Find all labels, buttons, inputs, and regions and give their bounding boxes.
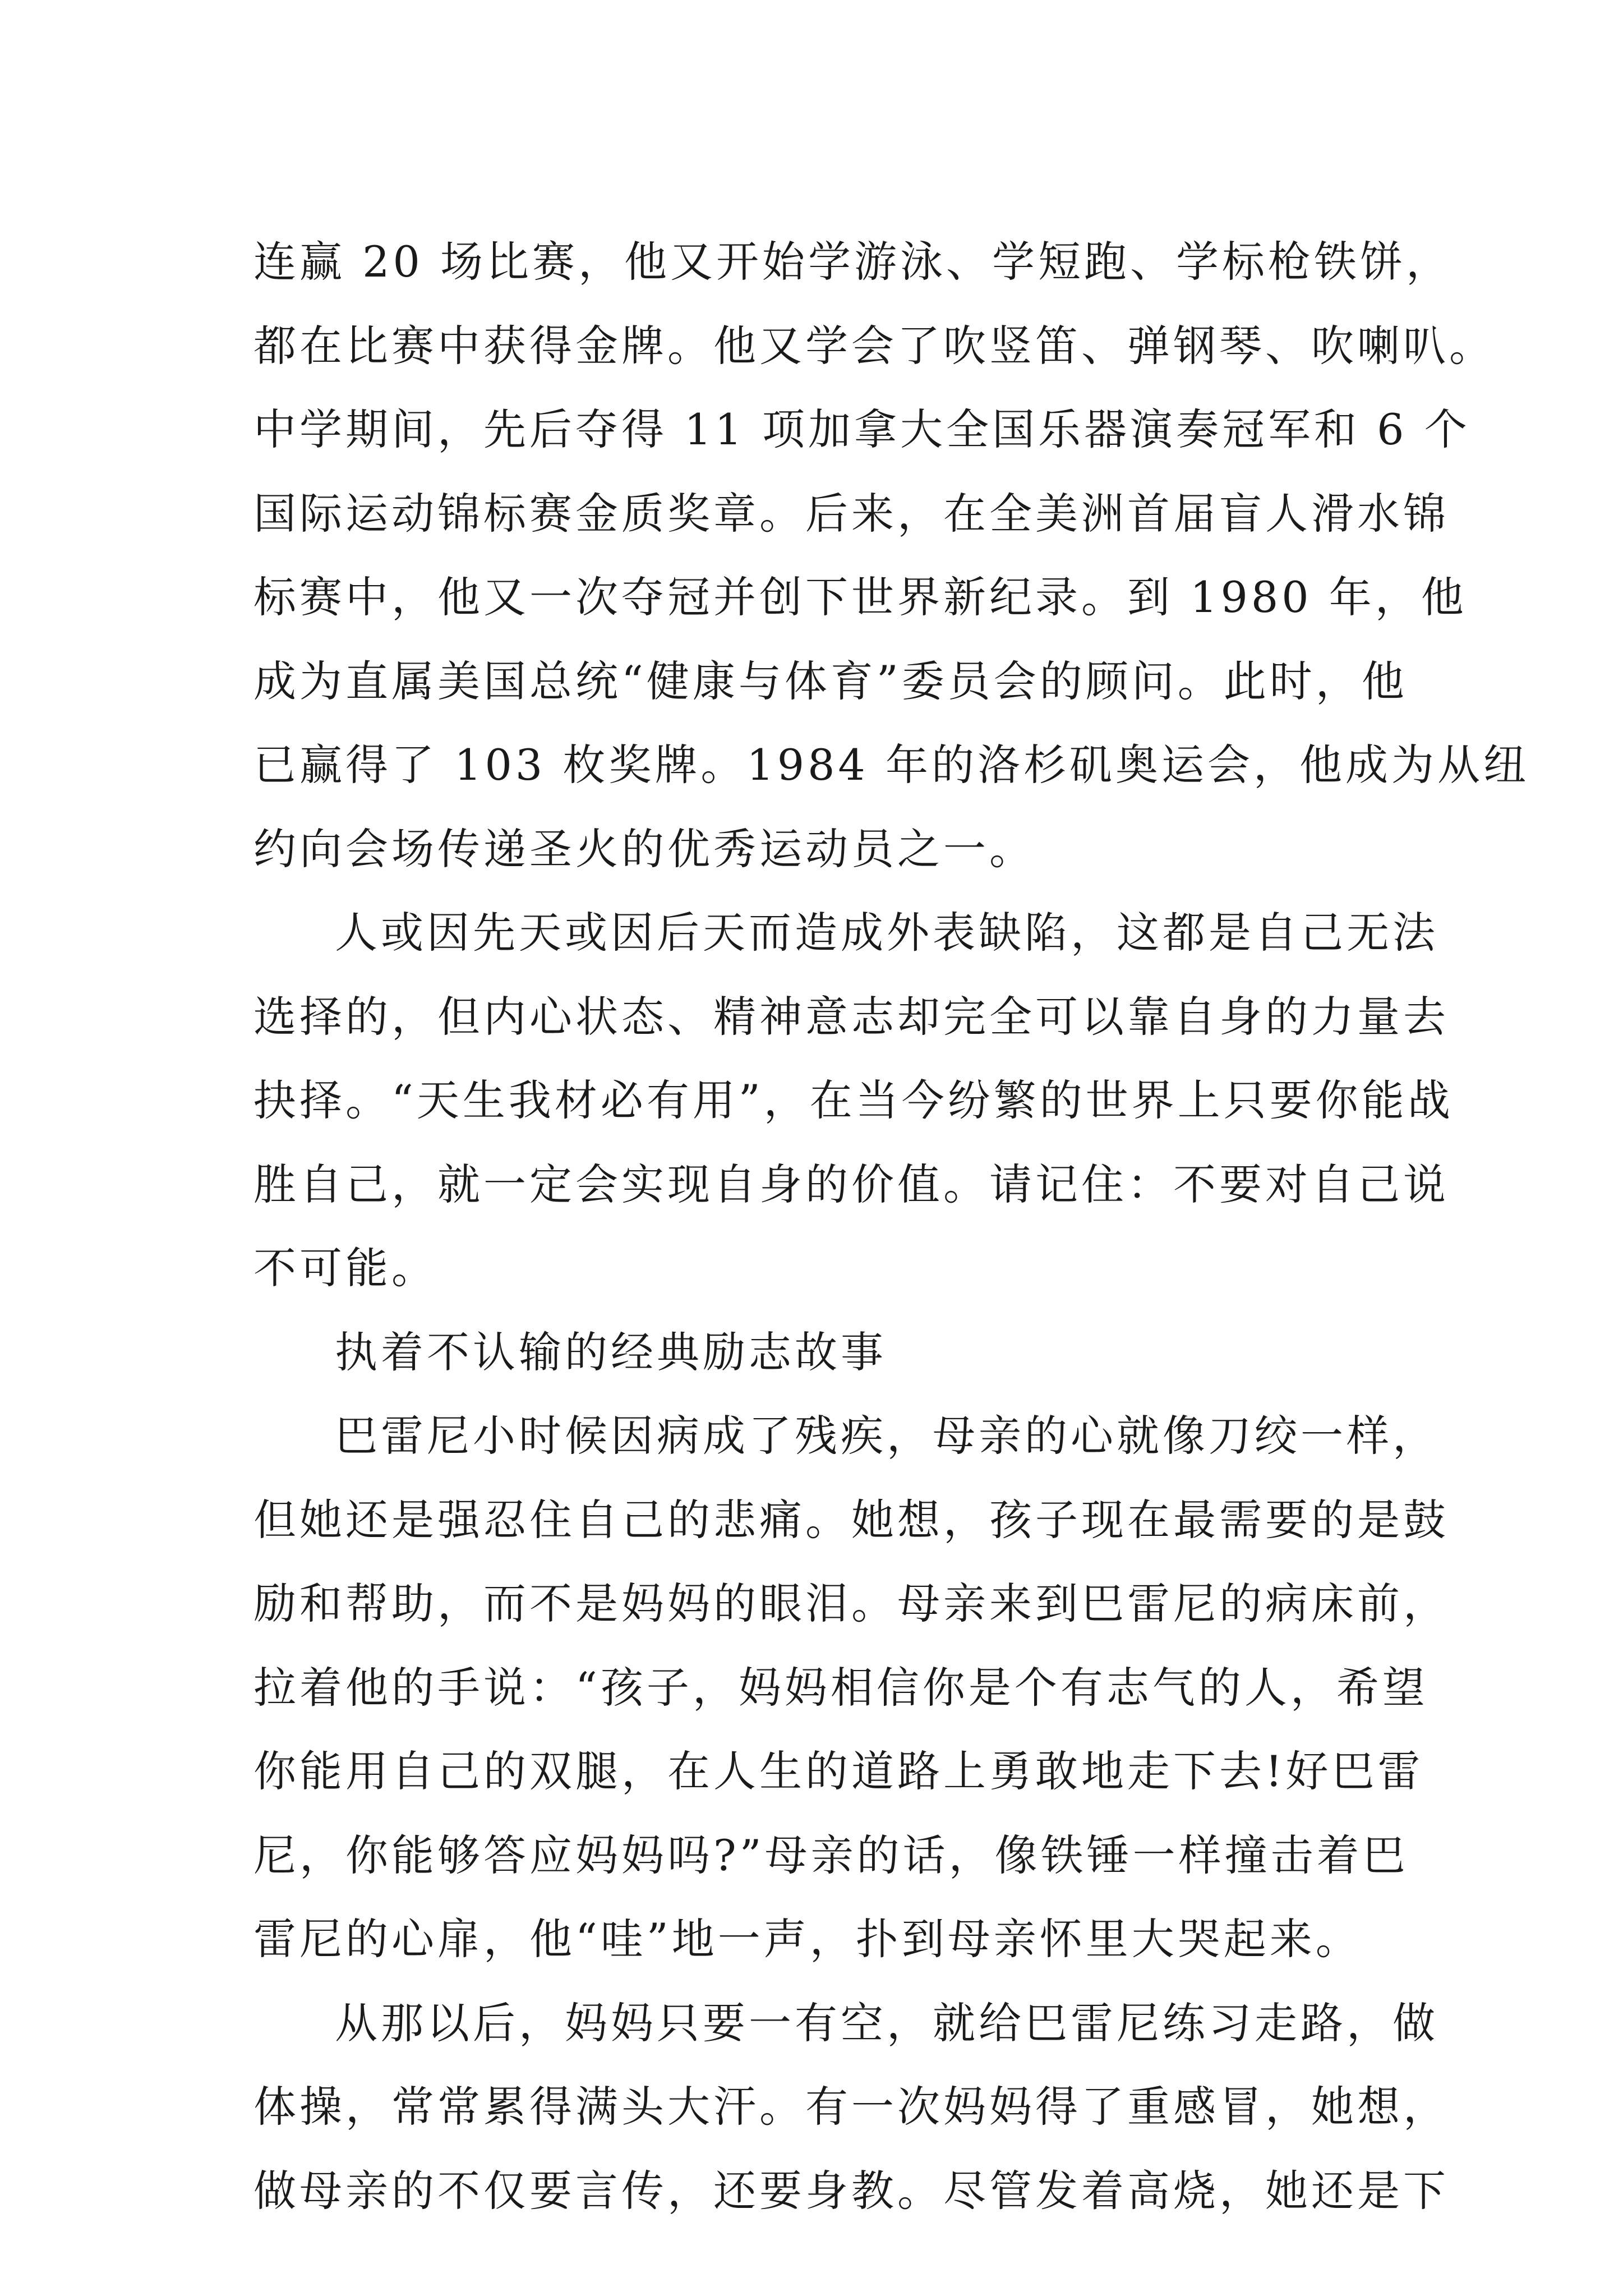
text-line: 拉着他的手说：“孩子，妈妈相信你是个有志气的人，希望 [253,1662,1428,1713]
heading-text: 执着不认输的经典励志故事 [335,1327,887,1377]
text-line: 但她还是强忍住自己的悲痛。她想，孩子现在最需要的是鼓 [253,1494,1449,1545]
text-line: 胜自己，就一定会实现自身的价值。请记住：不要对自己说 [253,1159,1449,1209]
text-line: 连赢 20 场比赛，他又开始学游泳、学短跑、学标枪铁饼， [253,237,1453,287]
text-line: 做母亲的不仅要言传，还要身教。尽管发着高烧，她还是下 [253,2165,1449,2216]
paragraph-p3 [253,1394,1449,1981]
text-line: 从那以后，妈妈只要一有空，就给巴雷尼练习走路，做 [335,1998,1438,2048]
text-line: 体操，常常累得满头大汗。有一次妈妈得了重感冒，她想， [253,2082,1449,2132]
text-line: 标赛中，他又一次夺冠并创下世界新纪录。到 1980 年，他 [253,572,1467,622]
paragraph-p4 [253,1981,1449,2233]
text-line: 约向会场传递圣火的优秀运动员之一。 [253,823,1035,874]
text-line: 抉择。“天生我材必有用”，在当今纷繁的世界上只要你能战 [253,1075,1454,1125]
text-line: 已赢得了 103 枚奖牌。1984 年的洛杉矶奥运会，他成为从纽 [253,740,1529,790]
text-line: 都在比赛中获得金牌。他又学会了吹竖笛、弹钢琴、吹喇叭。 [253,320,1495,371]
text-line: 励和帮助，而不是妈妈的眼泪。母亲来到巴雷尼的病床前， [253,1579,1449,1628]
text-column [253,220,1529,2233]
paragraph-p1 [253,220,1529,891]
text-line: 巴雷尼小时候因病成了残疾，母亲的心就像刀绞一样， [335,1411,1438,1461]
text-line: 中学期间，先后夺得 11 项加拿大全国乐器演奏冠军和 6 个 [253,404,1470,454]
text-line: 尼，你能够答应妈妈吗?”母亲的话，像铁锤一样撞击着巴 [253,1830,1409,1880]
text-line: 不可能。 [253,1243,437,1293]
text-line: 国际运动锦标赛金质奖章。后来，在全美洲首届盲人滑水锦 [253,488,1449,539]
text-line: 选择的，但内心状态、精神意志却完全可以靠自身的力量去 [253,991,1449,1042]
text-line: 人或因先天或因后天而造成外表缺陷，这都是自己无法 [335,908,1438,958]
section-heading [253,1310,1386,1395]
text-line: 你能用自己的双腿，在人生的道路上勇敢地走下去!好巴雷 [253,1746,1424,1796]
text-line: 雷尼的心扉，他“哇”地一声，扑到母亲怀里大哭起来。 [253,1914,1362,1964]
text-line: 成为直属美国总统“健康与体育”委员会的顾问。此时，他 [253,656,1408,706]
paragraph-p2 [253,891,1454,1310]
